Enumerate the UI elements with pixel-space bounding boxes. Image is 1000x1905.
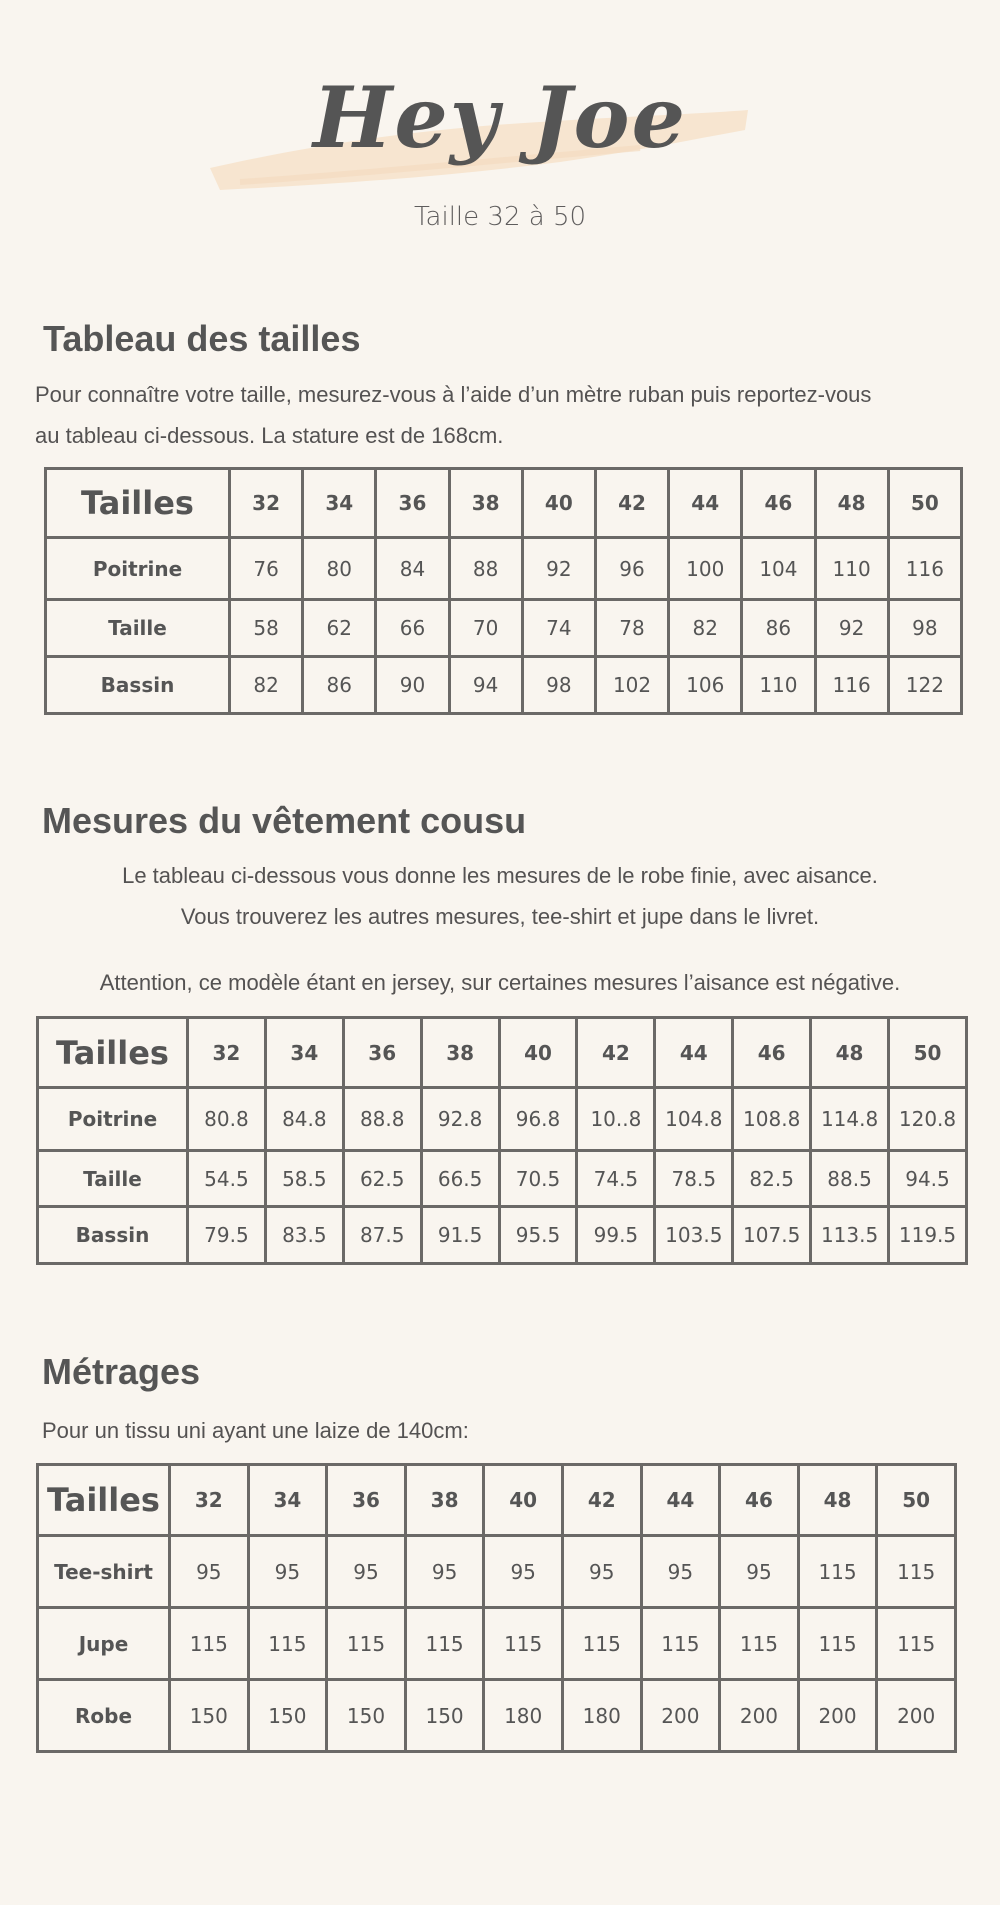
table-cell: 200 (798, 1680, 877, 1752)
table-corner-label: Tailles (46, 469, 230, 538)
size-header-cell: 50 (877, 1465, 956, 1536)
table-cell: 95 (248, 1536, 327, 1608)
table-cell: 106 (669, 657, 742, 714)
table-cell: 91.5 (421, 1207, 499, 1264)
table-cell: 98 (888, 600, 961, 657)
table-row (38, 1608, 956, 1680)
table-cell: 88 (449, 538, 522, 600)
table-cell: 80 (303, 538, 376, 600)
table-row (38, 1088, 967, 1151)
row-label: Jupe (38, 1608, 170, 1680)
table-cell: 66.5 (421, 1151, 499, 1207)
size-table-header-row (46, 469, 962, 538)
size-table (44, 467, 963, 715)
table-cell: 78 (595, 600, 668, 657)
size-header-cell: 44 (641, 1465, 720, 1536)
size-header-cell: 36 (343, 1018, 421, 1088)
table-cell: 92 (815, 600, 888, 657)
table-cell: 99.5 (577, 1207, 655, 1264)
table-cell: 95 (405, 1536, 484, 1608)
size-header-cell: 32 (170, 1465, 249, 1536)
size-header-cell: 40 (484, 1465, 563, 1536)
table-cell: 116 (815, 657, 888, 714)
table-cell: 10..8 (577, 1088, 655, 1151)
table-row (46, 538, 962, 600)
table-cell: 66 (376, 600, 449, 657)
table-cell: 115 (641, 1608, 720, 1680)
table-row (38, 1151, 967, 1207)
table-corner-label: Tailles (38, 1018, 188, 1088)
section1-intro-line2: au tableau ci-dessous. La stature est de 168cm. (35, 423, 504, 448)
table-cell: 95 (170, 1536, 249, 1608)
brand-header (0, 60, 1000, 232)
garment-table-header-row (38, 1018, 967, 1088)
table-cell: 86 (742, 600, 815, 657)
row-label: Tee-shirt (38, 1536, 170, 1608)
table-cell: 115 (877, 1536, 956, 1608)
table-cell: 58 (230, 600, 303, 657)
table-cell: 114.8 (811, 1088, 889, 1151)
size-header-cell: 48 (798, 1465, 877, 1536)
table-cell: 74 (522, 600, 595, 657)
table-cell: 88.8 (343, 1088, 421, 1151)
table-cell: 122 (888, 657, 961, 714)
table-row (38, 1207, 967, 1264)
table-cell: 95 (562, 1536, 641, 1608)
table-cell: 150 (248, 1680, 327, 1752)
table-cell: 115 (405, 1608, 484, 1680)
size-header-cell: 46 (742, 469, 815, 538)
table-cell: 76 (230, 538, 303, 600)
table-cell: 70.5 (499, 1151, 577, 1207)
table-cell: 84.8 (265, 1088, 343, 1151)
row-label: Taille (46, 600, 230, 657)
table-cell: 87.5 (343, 1207, 421, 1264)
table-cell: 116 (888, 538, 961, 600)
table-cell: 115 (327, 1608, 406, 1680)
table-cell: 94 (449, 657, 522, 714)
table-cell: 95 (484, 1536, 563, 1608)
table-cell: 103.5 (655, 1207, 733, 1264)
table-cell: 82 (230, 657, 303, 714)
section-title-tableau: Tableau des tailles (43, 318, 361, 359)
table-cell: 62.5 (343, 1151, 421, 1207)
size-header-cell: 44 (669, 469, 742, 538)
table-cell: 107.5 (733, 1207, 811, 1264)
table-cell: 110 (815, 538, 888, 600)
table-cell: 200 (720, 1680, 799, 1752)
garment-table (36, 1016, 968, 1265)
table-cell: 115 (170, 1608, 249, 1680)
table-cell: 180 (484, 1680, 563, 1752)
table-cell: 104.8 (655, 1088, 733, 1151)
size-header-cell: 36 (327, 1465, 406, 1536)
table-cell: 115 (798, 1536, 877, 1608)
table-cell: 86 (303, 657, 376, 714)
section-title-metrages: Métrages (42, 1351, 201, 1392)
size-header-cell: 46 (733, 1018, 811, 1088)
size-header-cell: 38 (449, 469, 522, 538)
table-cell: 115 (877, 1608, 956, 1680)
table-cell: 95 (720, 1536, 799, 1608)
size-header-cell: 32 (188, 1018, 266, 1088)
yardage-table (36, 1463, 957, 1753)
table-cell: 84 (376, 538, 449, 600)
size-header-cell: 38 (405, 1465, 484, 1536)
section2-line1: Le tableau ci-dessous vous donne les mesures de le robe finie, avec aisance. (122, 863, 878, 888)
table-cell: 102 (595, 657, 668, 714)
size-header-cell: 40 (522, 469, 595, 538)
table-corner-label: Tailles (38, 1465, 170, 1536)
table-row (38, 1680, 956, 1752)
table-cell: 74.5 (577, 1151, 655, 1207)
table-cell: 110 (742, 657, 815, 714)
table-cell: 200 (877, 1680, 956, 1752)
table-cell: 150 (170, 1680, 249, 1752)
row-label: Robe (38, 1680, 170, 1752)
table-cell: 98 (522, 657, 595, 714)
table-cell: 96 (595, 538, 668, 600)
yardage-table-header-row (38, 1465, 956, 1536)
table-cell: 115 (484, 1608, 563, 1680)
size-header-cell: 36 (376, 469, 449, 538)
table-cell: 62 (303, 600, 376, 657)
size-header-cell: 44 (655, 1018, 733, 1088)
table-cell: 104 (742, 538, 815, 600)
table-cell: 79.5 (188, 1207, 266, 1264)
section-title-mesures: Mesures du vêtement cousu (42, 800, 527, 841)
table-cell: 88.5 (811, 1151, 889, 1207)
table-cell: 54.5 (188, 1151, 266, 1207)
table-cell: 115 (798, 1608, 877, 1680)
table-cell: 90 (376, 657, 449, 714)
table-cell: 82 (669, 600, 742, 657)
size-header-cell: 38 (421, 1018, 499, 1088)
table-cell: 92.8 (421, 1088, 499, 1151)
table-cell: 94.5 (889, 1151, 967, 1207)
table-row (46, 600, 962, 657)
size-header-cell: 40 (499, 1018, 577, 1088)
table-cell: 115 (248, 1608, 327, 1680)
size-header-cell: 48 (815, 469, 888, 538)
brand-subtitle: Taille 32 à 50 (413, 202, 587, 232)
row-label: Bassin (38, 1207, 188, 1264)
table-cell: 108.8 (733, 1088, 811, 1151)
size-header-cell: 50 (889, 1018, 967, 1088)
table-cell: 200 (641, 1680, 720, 1752)
table-cell: 70 (449, 600, 522, 657)
size-header-cell: 42 (577, 1018, 655, 1088)
table-cell: 150 (405, 1680, 484, 1752)
table-cell: 115 (562, 1608, 641, 1680)
size-header-cell: 34 (303, 469, 376, 538)
table-cell: 100 (669, 538, 742, 600)
size-header-cell: 50 (888, 469, 961, 538)
section3-intro: Pour un tissu uni ayant une laize de 140cm: (42, 1418, 469, 1443)
row-label: Bassin (46, 657, 230, 714)
table-cell: 95 (641, 1536, 720, 1608)
row-label: Poitrine (38, 1088, 188, 1151)
size-header-cell: 46 (720, 1465, 799, 1536)
row-label: Taille (38, 1151, 188, 1207)
table-cell: 96.8 (499, 1088, 577, 1151)
table-cell: 119.5 (889, 1207, 967, 1264)
row-label: Poitrine (46, 538, 230, 600)
table-cell: 83.5 (265, 1207, 343, 1264)
table-cell: 82.5 (733, 1151, 811, 1207)
table-row (46, 657, 962, 714)
size-header-cell: 42 (595, 469, 668, 538)
table-row (38, 1536, 956, 1608)
size-header-cell: 42 (562, 1465, 641, 1536)
table-cell: 120.8 (889, 1088, 967, 1151)
table-cell: 92 (522, 538, 595, 600)
section2-line2: Vous trouverez les autres mesures, tee-shirt et jupe dans le livret. (180, 904, 820, 929)
table-cell: 80.8 (188, 1088, 266, 1151)
table-cell: 78.5 (655, 1151, 733, 1207)
size-header-cell: 34 (265, 1018, 343, 1088)
table-cell: 95 (327, 1536, 406, 1608)
table-cell: 58.5 (265, 1151, 343, 1207)
size-header-cell: 32 (230, 469, 303, 538)
size-header-cell: 48 (811, 1018, 889, 1088)
section1-intro-line1: Pour connaître votre taille, mesurez-vous à l’aide d’un mètre ruban puis reportez-vous (35, 382, 872, 407)
table-cell: 95.5 (499, 1207, 577, 1264)
table-cell: 180 (562, 1680, 641, 1752)
brand-title: Hey Joe (312, 68, 688, 167)
table-cell: 150 (327, 1680, 406, 1752)
size-header-cell: 34 (248, 1465, 327, 1536)
table-cell: 113.5 (811, 1207, 889, 1264)
section2-line3: Attention, ce modèle étant en jersey, sur certaines mesures l’aisance est négative. (99, 970, 901, 995)
table-cell: 115 (720, 1608, 799, 1680)
